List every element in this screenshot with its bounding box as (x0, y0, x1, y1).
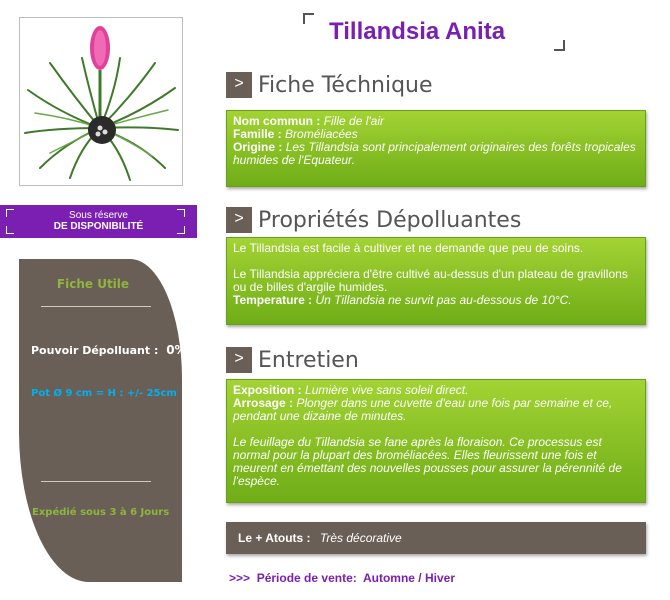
proprietes-box (226, 237, 646, 325)
arrosage-value: Plonger dans une cuvette d'eau une fois par semaine et ce, pendant une dizaine de minutes. (233, 396, 613, 423)
nom-value: Fille de l'air (323, 114, 384, 128)
product-title: Tillandsia Anita (329, 18, 506, 45)
pouvoir-depolluant (31, 343, 187, 357)
proprietes-p2: Le Tillandsia appréciera d'être cultivé au-dessus d'un plateau de gravillons ou de billes d'argile humides. (233, 267, 628, 294)
title-bracket-top-left (303, 13, 314, 24)
nom-label: Nom commun : (233, 114, 321, 128)
periode-prefix-icon: >>> (229, 571, 251, 585)
availability-badge (0, 205, 197, 238)
origine-label: Origine : (233, 140, 283, 154)
fiche-technique-box (226, 110, 646, 187)
temperature-label: Temperature : (233, 293, 313, 307)
origine-value: Les Tillandsia sont principalement originaires des forêts tropicales humides de l'Equateur. (233, 140, 636, 167)
famille-label: Famille : (233, 127, 282, 141)
fiche-utile-title: Fiche Utile (56, 277, 130, 291)
badge-corner-top-left (6, 209, 14, 217)
pot-size: Pot Ø 9 cm = H : +/- 25cm (31, 388, 177, 399)
pouvoir-label: Pouvoir Dépolluant : (31, 344, 159, 357)
periode-de-vente (229, 571, 455, 585)
divider-bottom (41, 481, 151, 482)
section-heading-fiche (226, 72, 433, 98)
product-title-block (303, 13, 565, 51)
badge-corner-bottom-right (177, 226, 185, 234)
section-title-entretien: Entretien (258, 347, 359, 373)
exposition-value: Lumière vive sans soleil direct. (305, 383, 469, 397)
chevron-right-icon: > (226, 72, 252, 98)
atouts-bar (226, 522, 646, 554)
atouts-label: Le + Atouts : (238, 531, 311, 545)
entretien-p3 (233, 436, 639, 488)
section-heading-entretien (226, 347, 359, 373)
chevron-right-icon: > (226, 207, 252, 233)
badge-line-2: DE DISPONIBILITÉ (53, 221, 144, 232)
periode-value: Automne / Hiver (362, 571, 455, 585)
section-title-fiche: Fiche Téchnique (258, 72, 433, 98)
divider-top (41, 306, 151, 307)
entretien-box (226, 379, 646, 503)
origine-row (233, 141, 639, 167)
badge-corner-bottom-left (6, 226, 14, 234)
title-bracket-bottom-right (554, 40, 565, 51)
entretien-p3-text: Le feuillage du Tillandsia se fane après la floraison. Ce processus est normal pour la plupart des broméliacées. Elles fleurissent une fois et meurent en émettant des nouvelles pousses pour assurer la pérennité de l'espèce. (233, 435, 622, 488)
arrosage-row (233, 397, 639, 423)
proprietes-p1: Le Tillandsia est facile à cultiver et ne demande que peu de soins. (233, 241, 584, 255)
arrosage-label: Arrosage : (233, 396, 294, 410)
plant-image-frame (19, 17, 183, 186)
badge-corner-top-right (177, 209, 185, 217)
badge-line-1: Sous réserve (69, 210, 128, 221)
chevron-right-icon: > (226, 347, 252, 373)
periode-label: Période de vente: (256, 571, 357, 585)
pouvoir-value: 0% (166, 343, 187, 357)
temperature-row (233, 294, 639, 307)
section-title-proprietes: Propriétés Dépolluantes (258, 207, 522, 233)
famille-value: Broméliacées (285, 127, 358, 141)
exposition-label: Exposition : (233, 383, 302, 397)
atouts-value: Très décorative (319, 531, 402, 545)
tillandsia-plant-image (20, 18, 182, 185)
shipping-delay: Expédié sous 3 à 6 Jours (32, 507, 170, 518)
section-heading-proprietes (226, 207, 521, 233)
temperature-value: Un Tillandsia ne survit pas au-dessous de 10°C. (315, 293, 572, 307)
fiche-utile-panel (19, 259, 187, 582)
